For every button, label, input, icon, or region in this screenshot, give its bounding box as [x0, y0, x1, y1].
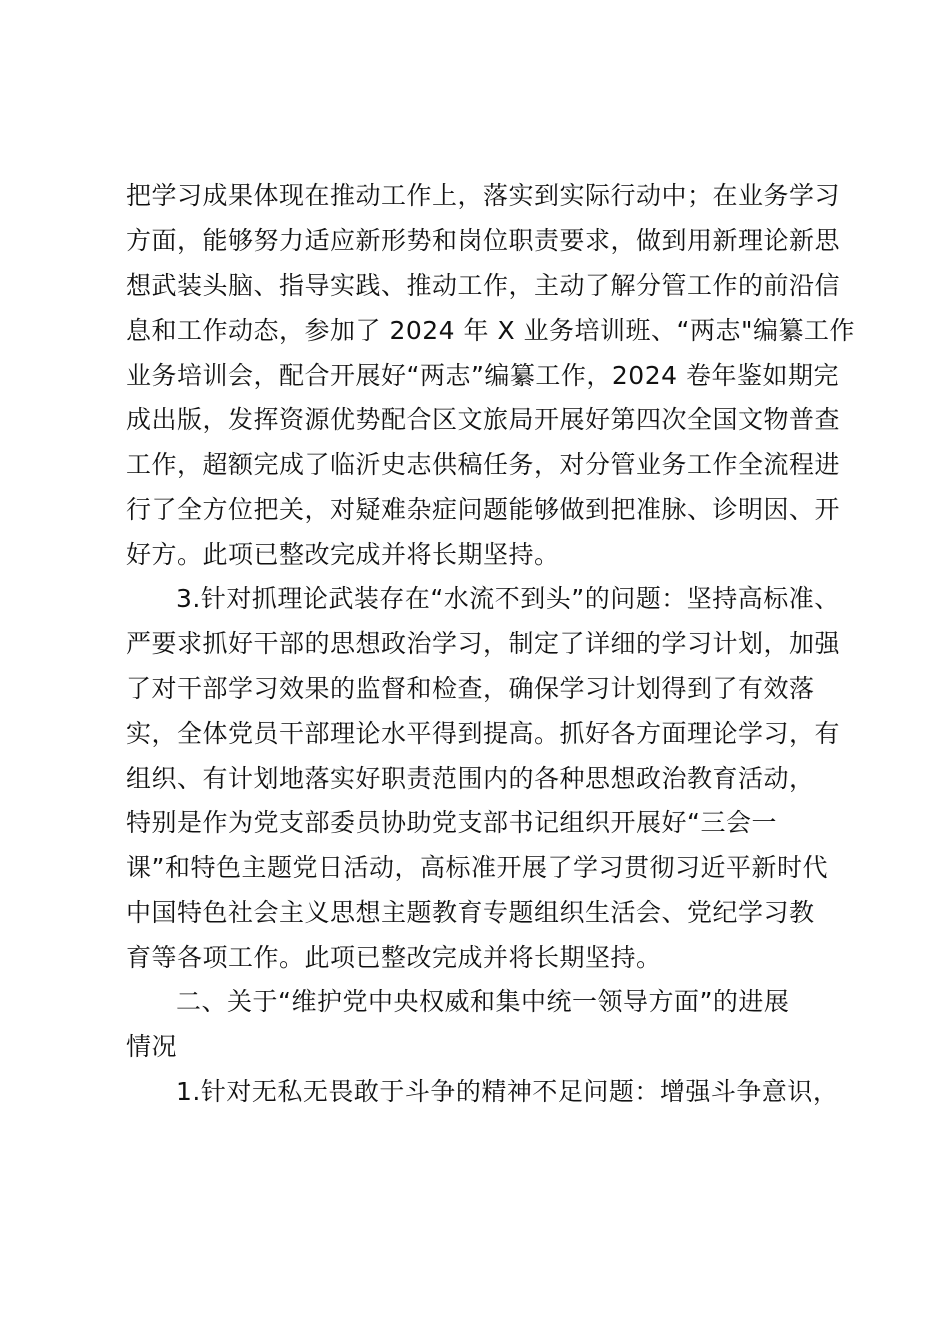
section-heading-line: 二、关于“维护党中央权威和集中统一领导方面”的进展 — [176, 987, 790, 1016]
paragraph-line: 组织、有计划地落实好职责范围内的各种思想政治教育活动， — [126, 764, 815, 793]
paragraph-line: 工作，超额完成了临沂史志供稿任务，对分管业务工作全流程进 — [126, 450, 841, 479]
paragraph-line: 好方。此项已整改完成并将长期坚持。 — [126, 540, 560, 569]
paragraph-line: 中国特色社会主义思想主题教育专题组织生活会、党纪学习教 — [126, 898, 815, 927]
paragraph-line: 想武装头脑、指导实践、推动工作，主动了解分管工作的前沿信 — [126, 271, 841, 300]
paragraph-line: 特别是作为党支部委员协助党支部书记组织开展好“三会一 — [126, 808, 777, 837]
paragraph-line: 课”和特色主题党日活动，高标准开展了学习贯彻习近平新时代 — [126, 853, 828, 882]
paragraph-line: 3.针对抓理论武装存在“水流不到头”的问题：坚持高标准、 — [176, 584, 840, 613]
paragraph-line: 行了全方位把关，对疑难杂症问题能够做到把准脉、诊明因、开 — [126, 495, 841, 524]
paragraph-line: 严要求抓好干部的思想政治学习，制定了详细的学习计划，加强 — [126, 629, 841, 658]
paragraph-line: 息和工作动态，参加了 2024 年 X 业务培训班、“两志"编纂工作 — [126, 316, 855, 345]
paragraph-line: 成出版，发挥资源优势配合区文旅局开展好第四次全国文物普查 — [126, 405, 841, 434]
section-heading-line: 情况 — [126, 1032, 178, 1061]
paragraph-line: 育等各项工作。此项已整改完成并将长期坚持。 — [126, 943, 662, 972]
paragraph-line: 业务培训会，配合开展好“两志”编纂工作，2024 卷年鉴如期完 — [126, 361, 839, 390]
paragraph-line: 把学习成果体现在推动工作上，落实到实际行动中；在业务学习 — [126, 181, 841, 210]
paragraph-line: 方面，能够努力适应新形势和岗位职责要求，做到用新理论新思 — [126, 226, 841, 255]
paragraph-line: 了对干部学习效果的监督和检查，确保学习计划得到了有效落 — [126, 674, 815, 703]
paragraph-line: 实，全体党员干部理论水平得到提高。抓好各方面理论学习，有 — [126, 719, 841, 748]
paragraph-line: 1.针对无私无畏敢于斗争的精神不足问题：增强斗争意识， — [176, 1077, 839, 1106]
